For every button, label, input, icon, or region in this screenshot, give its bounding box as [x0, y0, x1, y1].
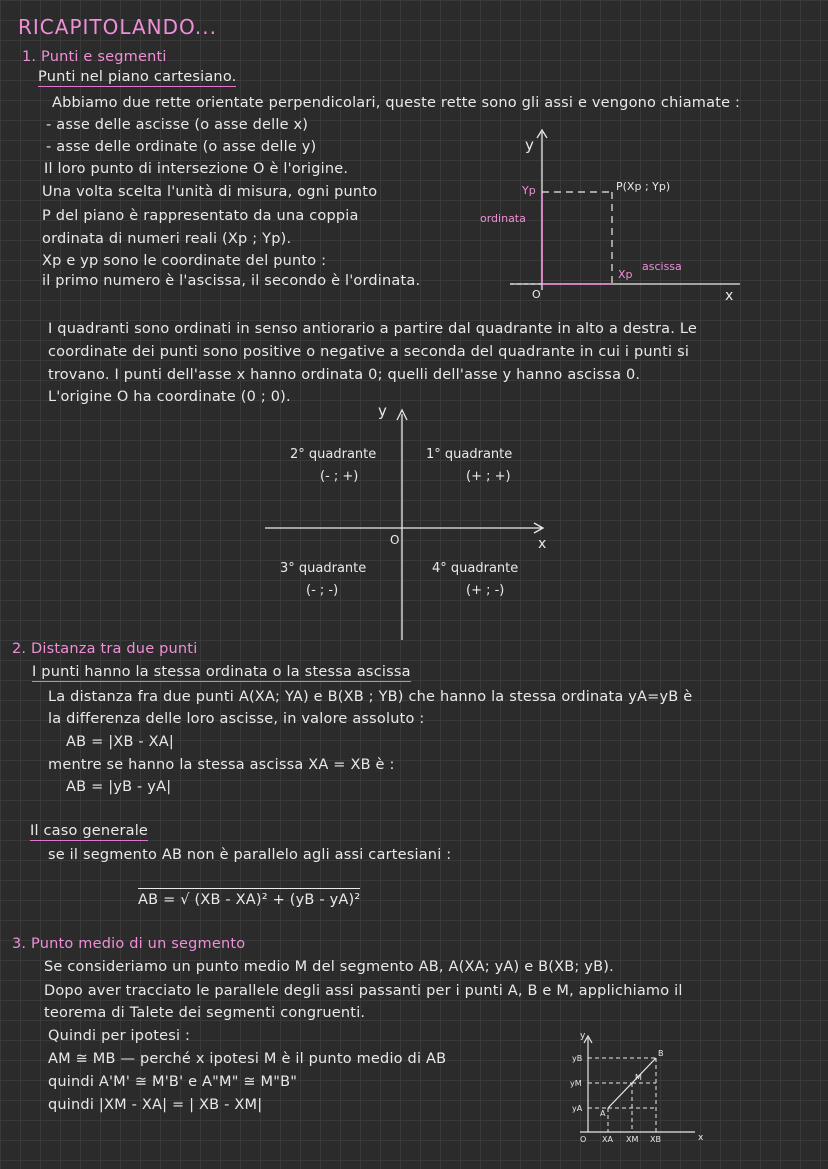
quadrant-3-signs: (- ; -)	[306, 583, 339, 598]
y-axis-label: y	[525, 136, 534, 154]
point-a-label: A	[600, 1109, 606, 1118]
text-line: quindi |XM - XA| = | XB - XM|	[48, 1097, 263, 1113]
ya-label: yA	[572, 1104, 583, 1113]
quadrant-2-label: 2° quadrante	[290, 447, 377, 462]
text-line: Dopo aver tracciato le parallele degli assi passanti per i punti A, B e M, applichiamo il	[44, 983, 683, 999]
point-m-label: M	[635, 1073, 642, 1082]
formula-vertical-distance: AB = |yB - yA|	[66, 779, 172, 795]
x-axis-label: x	[698, 1133, 704, 1143]
x-axis-label: x	[538, 536, 547, 552]
origin-label: O	[580, 1135, 587, 1144]
formula-general-distance: AB = √ (XB - XA)² + (yB - yA)²	[138, 888, 360, 909]
quadrant-2-signs: (- ; +)	[320, 469, 359, 484]
text-line: se il segmento AB non è parallelo agli assi cartesiani :	[48, 847, 452, 863]
quadrant-1-signs: (+ ; +)	[466, 469, 511, 484]
section-1-heading: 1. Punti e segmenti	[22, 49, 167, 65]
y-axis-label: y	[580, 1031, 586, 1041]
text-line: Se consideriamo un punto medio M del segmento AB, A(XA; yA) e B(XB; yB).	[44, 959, 614, 975]
xa-label: XA	[602, 1135, 613, 1144]
yb-label: yB	[572, 1054, 583, 1063]
text-line: I quadranti sono ordinati in senso antiorario a partire dal quadrante in alto a destra. Le	[48, 321, 698, 337]
yp-label: Yp	[522, 184, 536, 197]
quadrant-4-signs: (+ ; -)	[466, 583, 505, 598]
text-line: ordinata di numeri reali (Xp ; Yp).	[42, 231, 292, 247]
quadrant-1-label: 1° quadrante	[426, 447, 513, 462]
origin-label: O	[532, 288, 541, 301]
text-line: - asse delle ordinate (o asse delle y)	[46, 139, 317, 155]
text-line: P del piano è rappresentato da una coppia	[42, 208, 359, 224]
text-line: Xp e yp sono le coordinate del punto :	[42, 253, 327, 269]
section-1-subheading: Punti nel piano cartesiano.	[38, 69, 237, 85]
xm-label: XM	[626, 1135, 639, 1144]
x-axis-label: x	[725, 288, 734, 304]
page-title: RICAPITOLANDO...	[18, 15, 218, 39]
text-line: trovano. I punti dell'asse x hanno ordinata 0; quelli dell'asse y hanno ascissa 0.	[48, 367, 641, 383]
midpoint-diagram	[560, 1030, 710, 1145]
xb-label: XB	[650, 1135, 661, 1144]
ascissa-label: ascissa	[642, 260, 682, 273]
xp-label: Xp	[618, 268, 633, 281]
text-line: mentre se hanno la stessa ascissa XA = XB è :	[48, 757, 395, 773]
quadrant-3-label: 3° quadrante	[280, 561, 367, 576]
text-line: la differenza delle loro ascisse, in valore assoluto :	[48, 711, 425, 727]
text-line: La distanza fra due punti A(XA; YA) e B(XB ; YB) che hanno la stessa ordinata yA=yB è	[48, 689, 693, 705]
ordinata-label: ordinata	[480, 212, 526, 225]
text-line: - asse delle ascisse (o asse delle x)	[46, 117, 309, 133]
quadrants-diagram	[260, 400, 560, 645]
text-line: AM ≅ MB — perché x ipotesi M è il punto medio di AB	[48, 1051, 447, 1067]
formula-horizontal-distance: AB = |XB - XA|	[66, 734, 174, 750]
general-case-heading: Il caso generale	[30, 823, 149, 839]
cartesian-point-diagram	[470, 120, 760, 310]
section-2-heading: 2. Distanza tra due punti	[12, 641, 198, 657]
point-p-label: P(Xp ; Yp)	[616, 180, 671, 193]
y-axis-label: y	[378, 402, 387, 420]
text-line: Una volta scelta l'unità di misura, ogni punto	[42, 184, 378, 200]
section-3-heading: 3. Punto medio di un segmento	[12, 936, 246, 952]
section-2-subheading: I punti hanno la stessa ordinata o la stessa ascissa	[32, 664, 411, 680]
ym-label: yM	[570, 1079, 582, 1088]
quadrant-4-label: 4° quadrante	[432, 561, 519, 576]
text-line: coordinate dei punti sono positive o negative a seconda del quadrante in cui i punti si	[48, 344, 690, 360]
origin-label: O	[390, 533, 400, 547]
text-line: il primo numero è l'ascissa, il secondo è l'ordinata.	[42, 273, 421, 289]
text-line: L'origine O ha coordinate (0 ; 0).	[48, 389, 291, 405]
point-b-label: B	[658, 1049, 664, 1058]
text-line: quindi A'M' ≅ M'B' e A"M" ≅ M"B"	[48, 1074, 298, 1090]
text-line: Quindi per ipotesi :	[48, 1028, 191, 1044]
text-line: Il loro punto di intersezione O è l'origine.	[44, 161, 349, 177]
text-line: Abbiamo due rette orientate perpendicolari, queste rette sono gli assi e vengono chiamate :	[52, 95, 741, 111]
text-line: teorema di Talete dei segmenti congruenti.	[44, 1005, 366, 1021]
